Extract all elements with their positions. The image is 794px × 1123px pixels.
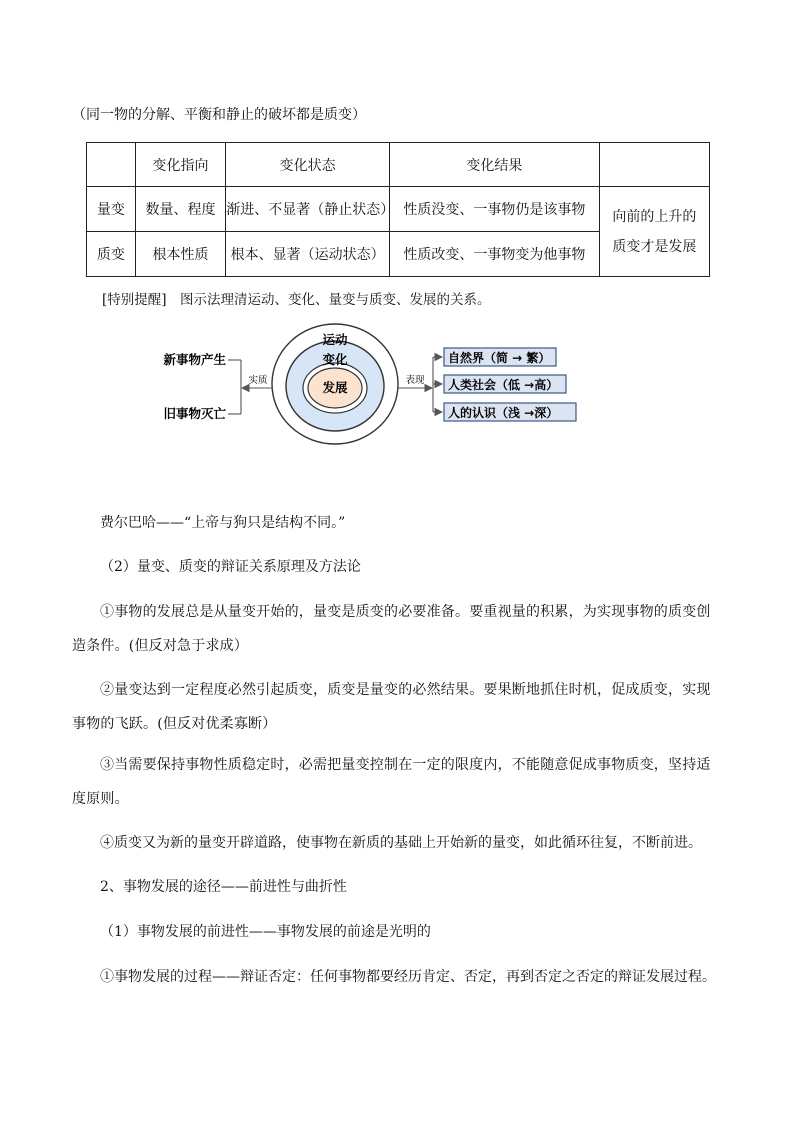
paragraph-2 bbox=[72, 673, 722, 741]
middle-label: 变化 bbox=[322, 352, 348, 367]
paragraph-3 bbox=[72, 748, 722, 816]
left-arrow-label: 实质 bbox=[248, 375, 268, 386]
merged-note-line: 质变才是发展 bbox=[612, 238, 697, 255]
table-header-cell: 变化状态 bbox=[226, 143, 390, 187]
quantity-quality-table bbox=[86, 142, 710, 277]
left-bottom-label: 旧事物灭亡 bbox=[163, 406, 226, 421]
paragraph-text: ②量变达到一定程度必然引起质变，质变是量变的必然结果。要果断地抓住时机，促成质变，实现事物的飞跃。(但反对优柔寡断） bbox=[72, 682, 711, 732]
inner-label: 发展 bbox=[322, 380, 348, 395]
outer-label: 运动 bbox=[322, 332, 348, 347]
subsection-1-heading: （1）事物发展的前进性——事物发展的前途是光明的 bbox=[100, 924, 431, 940]
table-cell: 渐进、不显著（静止状态） bbox=[226, 187, 390, 232]
top-note: （同一物的分解、平衡和静止的破坏都是质变） bbox=[72, 107, 366, 123]
table-header-cell: 变化指向 bbox=[135, 143, 226, 187]
paragraph-text: ③当需要保持事物性质稳定时，必需把量变控制在一定的限度内，不能随意促成事物质变，坚持适度原则。 bbox=[72, 757, 711, 807]
paragraph-5: ①事物发展的过程——辩证否定：任何事物都要经历肯定、否定，再到否定之否定的辩证发展过程。 bbox=[100, 969, 716, 985]
paragraph-1 bbox=[72, 595, 722, 663]
right-arrow-label: 表现 bbox=[405, 375, 425, 386]
row-label: 质变 bbox=[87, 232, 136, 277]
paragraph-4: ④质变又为新的量变开辟道路，使事物在新质的基础上开始新的量变，如此循环往复，不断前进。 bbox=[100, 835, 702, 851]
table-header-row bbox=[87, 143, 710, 187]
feuerbach-quote: 费尔巴哈——“上帝与狗只是结构不同。” bbox=[100, 515, 346, 531]
merged-note-line: 向前的上升的 bbox=[612, 208, 697, 225]
section-heading-2: （2）量变、质变的辩证关系原理及方法论 bbox=[100, 559, 361, 575]
table-cell: 根本性质 bbox=[135, 232, 226, 277]
section-2-heading: 2、事物发展的途径——前进性与曲折性 bbox=[100, 879, 347, 895]
motion-development-diagram bbox=[150, 322, 590, 446]
table-header-cell bbox=[87, 143, 136, 187]
right-item-label: 人的认识（浅 →深） bbox=[448, 406, 559, 420]
table-cell: 性质改变、一事物变为他事物 bbox=[390, 232, 600, 277]
table-cell: 根本、显著（运动状态） bbox=[226, 232, 390, 277]
table-row bbox=[87, 187, 710, 232]
right-item-label: 人类社会（低 →高） bbox=[448, 378, 559, 392]
table-header-cell: 变化结果 bbox=[390, 143, 600, 187]
table-cell: 数量、程度 bbox=[135, 187, 226, 232]
special-reminder: [特别提醒] 图示法理清运动、变化、量变与质变、发展的关系。 bbox=[102, 292, 491, 308]
right-item-label: 自然界（简 → 繁） bbox=[448, 351, 551, 365]
paragraph-text: ①事物的发展总是从量变开始的，量变是质变的必要准备。要重视量的积累，为实现事物的质变创造条件。(但反对急于求成） bbox=[72, 604, 711, 654]
table-cell: 性质没变、一事物仍是该事物 bbox=[390, 187, 600, 232]
left-top-label: 新事物产生 bbox=[163, 352, 226, 367]
row-label: 量变 bbox=[87, 187, 136, 232]
merged-note-cell bbox=[599, 187, 709, 277]
table-header-cell bbox=[599, 143, 709, 187]
